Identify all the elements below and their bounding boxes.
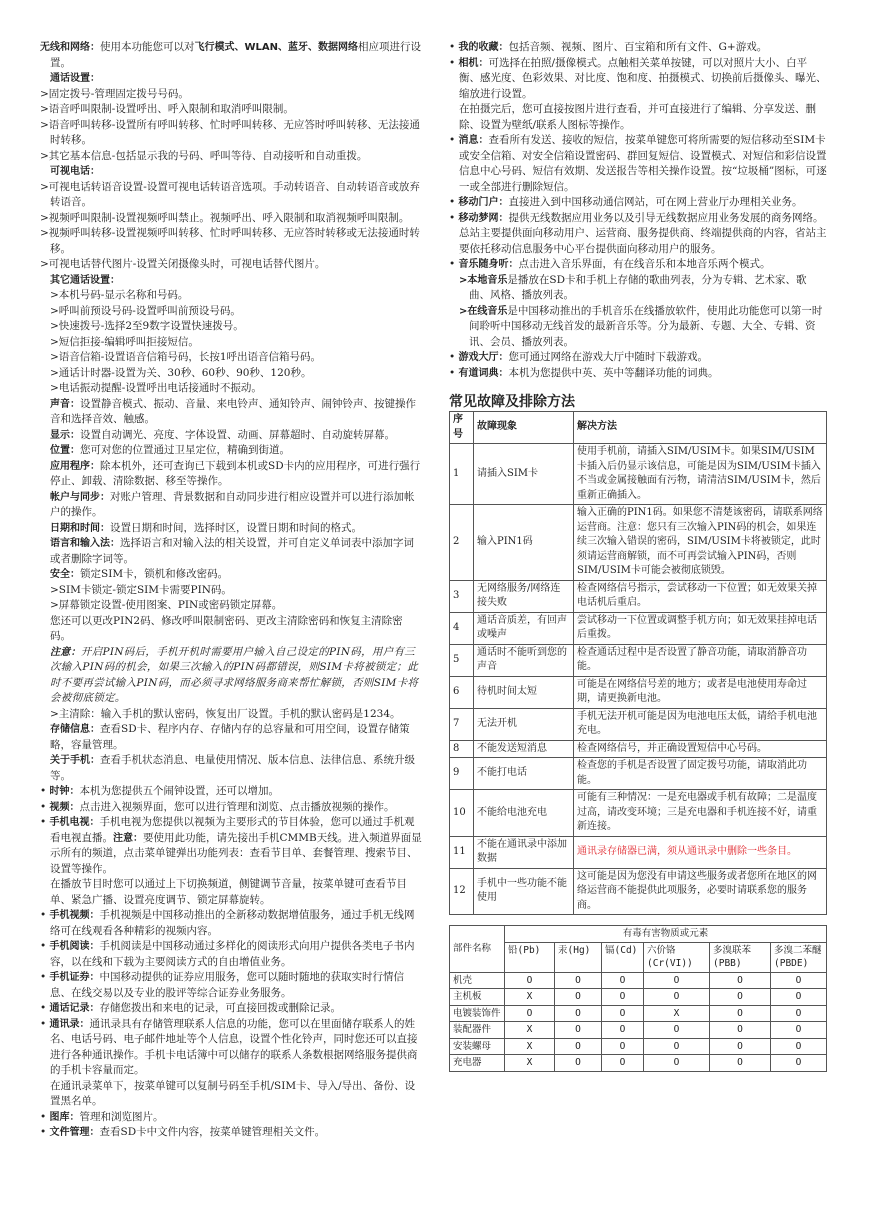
list-item: • 移动梦网：提供无线数据应用业务以及引导无线数据应用业务发展的商务网络。总站主要提供面向移动用户、运营商、服务提供商、终端提供商的内容，省站主要依托移动信息服务中心平台提供面向移动用户的服务。: [449, 211, 827, 255]
list-item: • 我的收藏：包括音频、视频、图片、百宝箱和所有文件、G+游戏。: [449, 41, 768, 53]
list-item: • 时钟：本机为您提供五个闹钟设置，还可以增加。: [40, 785, 280, 797]
list-item: 日期和时间：设置日期和时间，选择时区，设置日期和时间的格式。: [50, 521, 362, 534]
hazard-substance: 镉(Cd): [602, 942, 644, 972]
faq-cell-no: 5: [450, 644, 474, 676]
faq-cell-issue: 不能在通讯录中添加数据: [474, 836, 574, 868]
list-item: • 手机视频：手机视频是中国移动推出的全新移动数据增值服务，通过手机无线网络可在线观看各种精彩的视频内容。: [40, 909, 415, 937]
faq-cell-issue: 无网络服务/网络连接失败: [474, 580, 574, 612]
faq-cell-issue: 手机中一些功能不能使用: [474, 868, 574, 915]
hazard-substance: 多溴二苯醚(PBDE): [771, 942, 827, 972]
hazard-value: O: [710, 972, 771, 989]
faq-table: [449, 411, 827, 915]
table-row: [450, 740, 827, 758]
hazard-value: O: [710, 1038, 771, 1055]
faq-header-no: 序号: [450, 412, 474, 444]
hazard-part: 主机板: [450, 989, 505, 1006]
list-item: >其它基本信息-包括显示我的号码、呼叫等待、自动接听和自动重拨。: [40, 149, 368, 162]
table-row: [450, 444, 827, 505]
faq-cell-fix: 尝试移动一下位置或调整手机方向；如无效果挂掉电话后重拨。: [574, 612, 827, 644]
list-item: • 通话记录：存储您拨出和来电的记录，可直接回拨或删除记录。: [40, 1002, 342, 1014]
hazard-part: 机壳: [450, 972, 505, 989]
list-item: • 手机证券：中国移动提供的证券应用服务，您可以随时随地的获取实时行情信息、在线交易以及专业的股评等综合证券业务服务。: [40, 971, 405, 999]
contacts-extra: 在通讯录菜单下，按菜单键可以复制号码至手机/SIM卡、导入/导出、备份、设置黑名单。: [50, 1079, 416, 1107]
list-item: >可视电话转语音设置-设置可视电话转语音选项。手动转语音、自动转语音或放弃转语音。: [40, 180, 420, 208]
hazard-value: O: [555, 972, 602, 989]
settings2-list: [40, 722, 422, 784]
faq-cell-fix: 使用手机前，请插入SIM/USIM卡。如果SIM/USIM卡插入后仍显示该信息，可能是因为SIM/USIM卡插入不当或金属接触面有污物，请清洁SIM/USIM卡，然后重新正确插入。: [574, 444, 827, 505]
faq-cell-no: 3: [450, 580, 474, 612]
table-row: [450, 1022, 827, 1039]
list-item: >SIM卡锁定-锁定SIM卡需要PIN码。: [50, 583, 232, 596]
hazard-value: O: [644, 1038, 710, 1055]
list-item: 语言和输入法：选择语言和对输入法的相关设置，并可自定义单词表中添加字词或者删除字词等。: [50, 537, 414, 565]
settings-list: [40, 397, 422, 583]
faq-cell-fix: 通讯录存储器已满，须从通讯录中删除一些条目。: [574, 836, 827, 868]
wireless-section: 无线和网络：使用本功能您可以对飞行模式、WLAN、蓝牙、数据网络相应项进行设置。: [40, 41, 422, 69]
faq-cell-fix: 检查网络信号指示，尝试移动一下位置；如无效果关掉电话机后重启。: [574, 580, 827, 612]
list-item: • 有道词典：本机为您提供中英、英中等翻译功能的词典。: [449, 366, 719, 379]
app-bullets: [40, 784, 422, 815]
list-item: >快速拨号-选择2至9数字设置快速拨号。: [50, 320, 244, 332]
list-item: 您还可以更改PIN2码、修改呼叫限制密码、更改主清除密码和恢复主清除密码。: [50, 614, 403, 642]
right-bullets-3: [449, 350, 827, 381]
list-item: 显示：设置自动调光、亮度、字体设置、动画、屏幕超时、自动旋转屏幕。: [50, 428, 395, 441]
faq-cell-fix: 检查通话过程中是否设置了静音功能，请取消静音功能。: [574, 644, 827, 676]
hazard-part: 安装螺母: [450, 1038, 505, 1055]
list-item: • 视频：点击进入视频界面，您可以进行管理和浏览、点击播放视频的操作。: [40, 800, 395, 813]
list-item: >本地音乐是播放在SD卡和手机上存储的歌曲列表，分为专辑、艺术家、歌曲、风格、播放列表。: [459, 273, 807, 301]
faq-header-issue: 故障现象: [474, 412, 574, 444]
faq-cell-issue: 待机时间太短: [474, 676, 574, 708]
other-call-title: 其它通话设置：: [50, 274, 120, 286]
list-item: >视频呼叫限制-设置视频呼叫禁止。视频呼出、呼入限制和取消视频呼叫限制。: [40, 211, 410, 224]
hazard-value: O: [771, 972, 827, 989]
faq-cell-fix: 这可能是因为您没有申请这些服务或者您所在地区的网络运营商不能提供此项服务，必要时请联系您的服务商。: [574, 868, 827, 915]
faq-header-row: [450, 412, 827, 444]
call-settings-title: 通话设置：: [50, 73, 100, 84]
hazard-value: O: [555, 1055, 602, 1072]
hazard-part: 充电器: [450, 1055, 505, 1072]
faq-cell-no: 7: [450, 708, 474, 740]
hazard-value: O: [771, 1055, 827, 1072]
list-item: 帐户与同步：对账户管理、背景数据和自动同步进行相应设置并可以进行添加帐户的操作。: [50, 490, 415, 518]
right-bullets: [449, 40, 827, 102]
wireless-title: 无线和网络：: [40, 42, 100, 53]
hazard-value: O: [644, 1055, 710, 1072]
hazard-substance-row: [450, 942, 827, 972]
hazard-part-label: 部件名称: [450, 926, 505, 973]
hazard-part: 装配器件: [450, 1022, 505, 1039]
hazard-value: O: [602, 1055, 644, 1072]
table-row: [450, 1005, 827, 1022]
hazard-value: O: [644, 1022, 710, 1039]
security-list: [40, 583, 422, 645]
hazard-value: O: [505, 1005, 555, 1022]
list-item: >语音呼叫转移-设置所有呼叫转移、忙时呼叫转移、无应答时呼叫转移、无法接通时转移。: [40, 118, 420, 146]
hazard-value: O: [602, 1022, 644, 1039]
table-row: [450, 1055, 827, 1072]
hazard-value: O: [602, 989, 644, 1006]
list-item: • 移动门户：直接进入到中国移动通信网站，可在网上营业厅办理相关业务。: [449, 196, 803, 208]
faq-cell-issue: 输入PIN1码: [474, 505, 574, 581]
hazard-value: O: [555, 1038, 602, 1055]
hazard-value: X: [505, 1038, 555, 1055]
hazard-value: O: [644, 989, 710, 1006]
list-item: • 文件管理：查看SD卡中文件内容，按菜单键管理相关文件。: [40, 1126, 326, 1138]
faq-cell-no: 8: [450, 740, 474, 758]
faq-cell-fix: 输入正确的PIN1码。如果您不清楚该密码，请联系网络运营商。注意：您只有三次输入PIN码的机会，如果连续三次输入错误的密码，SIM/USIM卡将被锁定，此时须请运营商解锁，而不可再尝试输入PIN码，否则SIM/USIM卡可能会被彻底锁毁。: [574, 505, 827, 581]
faq-cell-issue: 通话时不能听到您的声音: [474, 644, 574, 676]
list-item: 安全：锁定SIM卡，锁机和修改密码。: [50, 568, 229, 580]
table-row: [450, 989, 827, 1006]
list-item: 声音：设置静音模式、振动、音量、来电铃声、通知铃声、闹钟铃声、按键操作音和选择音效、触感。: [50, 397, 416, 425]
faq-cell-fix: 检查网络信号，并正确设置短信中心号码。: [574, 740, 827, 758]
list-item: 关于手机：查看手机状态消息、电量使用情况、版本信息、法律信息、系统升级等。: [50, 754, 415, 782]
pin-note: 注意：开启PIN码后，手机开机时需要用户输入自己设定的PIN码，用户有三次输入PIN码的机会，如果三次输入的PIN码都错误，则SIM卡将被锁定；此时不要再尝试输入PIN码，而必须寻求网络服务商来帮忙解锁，否则SIM卡将会被彻底锁定。: [50, 645, 419, 704]
list-item: • 图库：管理和浏览图片。: [40, 1110, 164, 1123]
list-item: >在线音乐是中国移动推出的手机音乐在线播放软件，使用此功能您可以第一时间聆听中国移动无线首发的最新音乐等。分为最新、专题、大全、专辑、资讯、会员、播放列表。: [459, 304, 823, 348]
table-row: [450, 758, 827, 790]
list-item: >固定拨号-管理固定拨号号码。: [40, 87, 189, 100]
hazard-value: O: [602, 1038, 644, 1055]
hazard-value: O: [555, 989, 602, 1006]
hazard-value: X: [644, 1005, 710, 1022]
faq-cell-no: 2: [450, 505, 474, 581]
faq-cell-fix: 检查您的手机是否设置了固定拨号功能，请取消此功能。: [574, 758, 827, 790]
right-column: [449, 40, 827, 1072]
faq-cell-no: 9: [450, 758, 474, 790]
mobile-tv-item: • 手机电视：手机电视为您提供以视频为主要形式的节目体验，您可以通过手机观看电视直播。注意：要使用此功能，请先接出手机CMMB天线。进入频道界面显示所有的频道，点击菜单键弹出功能列表：查看节目单、套餐管理、搜索节目、设置等操作。: [40, 816, 422, 875]
hazard-value: X: [505, 989, 555, 1006]
faq-cell-no: 12: [450, 868, 474, 915]
faq-cell-fix: 可能是在网络信号差的地方；或者是电池使用寿命过期，请更换新电池。: [574, 676, 827, 708]
camera-extra: 在拍摄完后，您可直接按图片进行查看，并可直接进行了编辑、分享发送、删除、设置为壁纸/联系人图标等操作。: [459, 103, 816, 131]
list-item: >呼叫前预设号码-设置呼叫前预设号码。: [50, 304, 241, 317]
list-item: >电话振动提醒-设置呼出电话接通时不振动。: [50, 382, 262, 394]
list-item: • 音乐随身听：点击进入音乐界面，有在线音乐和本地音乐两个模式。: [449, 258, 771, 270]
hazard-value: O: [710, 1055, 771, 1072]
list-item: >短信拒接-编辑呼叫拒接短信。: [50, 335, 199, 348]
app-bullets-2: [40, 908, 422, 1079]
faq-cell-no: 11: [450, 836, 474, 868]
master-clear: >主清除：输入手机的默认密码，恢复出厂设置。手机的默认密码是1234。: [50, 707, 401, 720]
hazard-value: O: [710, 989, 771, 1006]
faq-cell-fix: 可能有三种情况：一是充电器或手机有故障；二是温度过高，请改变环境；三是充电器和手机连接不好，请重新连接。: [574, 790, 827, 837]
table-row: [450, 836, 827, 868]
hazard-substance: 六价铬(Cr(VI)): [644, 942, 710, 972]
hazard-part: 电镀装饰件: [450, 1005, 505, 1022]
hazard-substance: 铅(Pb): [505, 942, 555, 972]
faq-cell-issue: 通话音质差，有回声或噪声: [474, 612, 574, 644]
list-item: • 游戏大厅：您可通过网络在游戏大厅中随时下载游戏。: [449, 351, 709, 363]
hazard-value: O: [710, 1022, 771, 1039]
list-item: >视频呼叫转移-设置视频呼叫转移、忙时呼叫转移、无应答时转移或无法接通时转移。: [40, 227, 420, 255]
app-bullets-3: [40, 1110, 422, 1141]
hazard-value: O: [505, 972, 555, 989]
faq-cell-issue: 请插入SIM卡: [474, 444, 574, 505]
hazard-value: O: [555, 1022, 602, 1039]
faq-cell-no: 4: [450, 612, 474, 644]
table-row: [450, 612, 827, 644]
faq-cell-issue: 不能发送短消息: [474, 740, 574, 758]
faq-title: 常见故障及排除方法: [449, 394, 575, 410]
hazard-value: O: [602, 1005, 644, 1022]
list-item: • 消息：查看所有发送、接收的短信，按菜单键您可将所需要的短信移动至SIM卡或安全信箱、对安全信箱设置密码、群回复短信、设置模式、对短信和彩信设置信息中心号码、短信有效期、发送报告等相关操作设置。按“垃圾桶”图标，可逐一或全部进行删除短信。: [449, 134, 827, 193]
list-item: >屏幕锁定设置-使用图案、PIN或密码锁定屏幕。: [50, 599, 283, 611]
faq-cell-fix: 手机无法开机可能是因为电池电压太低，请给手机电池充电。: [574, 708, 827, 740]
hazard-value: O: [771, 1005, 827, 1022]
list-item: • 相机：可选择在拍照/摄像模式。点触相关菜单按键，可以对照片大小、白平衡、感光度、色彩效果、对比度、饱和度、拍摄模式、切换前后摄像头、曝光、缩放进行设置。: [449, 56, 827, 100]
hazard-header-row: [450, 926, 827, 943]
faq-cell-no: 1: [450, 444, 474, 505]
faq-header-fix: 解决方法: [574, 412, 827, 444]
list-item: 位置：您可对您的位置通过卫星定位，精确到街道。: [50, 444, 290, 456]
hazard-value: X: [505, 1055, 555, 1072]
table-row: [450, 972, 827, 989]
hazard-value: O: [710, 1005, 771, 1022]
hazard-value: O: [771, 1022, 827, 1039]
hazard-value: X: [505, 1022, 555, 1039]
music-sub-list: [449, 273, 827, 351]
list-item: • 通讯录：通讯录具有存储管理联系人信息的功能，您可以在里面储存联系人的姓名、电话号码、电子邮件地址等个人信息，设置个性化铃声，同时您还可以直接进行各种通讯操作。手机卡电话簿中可以储存的联系人条数根据网络服务提供商的手机卡容量而定。: [40, 1017, 418, 1076]
left-column: [40, 40, 422, 1141]
hazard-substance: 汞(Hg): [555, 942, 602, 972]
list-item: >通话计时器-设置为关、30秒、60秒、90秒、120秒。: [50, 366, 312, 379]
video-call-title: 可视电话：: [50, 166, 100, 177]
table-row: [450, 505, 827, 581]
table-row: [450, 790, 827, 837]
table-row: [450, 1038, 827, 1055]
list-item: • 手机阅读：手机阅读是中国移动通过多样化的阅读形式向用户提供各类电子书内容，以在线和下载为主要阅读方式的自由增值业务。: [40, 940, 415, 968]
video-call-list: [40, 180, 422, 273]
faq-cell-issue: 无法开机: [474, 708, 574, 740]
hazard-value: O: [771, 1038, 827, 1055]
list-item: 应用程序：除本机外，还可查询已下载到本机或SD卡内的应用程序，可进行强行停止、卸载、清除数据、移至等操作。: [50, 459, 421, 487]
hazard-value: O: [644, 972, 710, 989]
call-settings-list: [40, 87, 422, 165]
hazard-group-label: 有毒有害物质或元素: [505, 926, 827, 943]
faq-cell-no: 10: [450, 790, 474, 837]
list-item: 存储信息：查看SD卡、程序内存、存储内存的总容量和可用空间，设置存储策略，容量管理。: [50, 723, 410, 751]
table-row: [450, 644, 827, 676]
table-row: [450, 708, 827, 740]
right-bullets-2: [449, 133, 827, 273]
list-item: >本机号码-显示名称和号码。: [50, 289, 189, 301]
hazard-value: O: [771, 989, 827, 1006]
hazard-value: O: [602, 972, 644, 989]
list-item: >语音呼叫限制-设置呼出、呼入限制和取消呼叫限制。: [40, 103, 294, 115]
mobile-tv-extra: 在播放节目时您可以通过上下切换频道，侧键调节音量，按菜单键可查看节目单、紧急广播、设置亮度调节、锁定屏幕旋转。: [50, 878, 407, 906]
faq-cell-issue: 不能给电池充电: [474, 790, 574, 837]
table-row: [450, 868, 827, 915]
hazard-table: [449, 925, 827, 1072]
table-row: [450, 580, 827, 612]
hazard-value: O: [555, 1005, 602, 1022]
other-call-list: [40, 288, 422, 397]
list-item: >语音信箱-设置语音信箱号码，长按1呼出语音信箱号码。: [50, 351, 322, 363]
hazard-substance: 多溴联苯(PBB): [710, 942, 771, 972]
table-row: [450, 676, 827, 708]
list-item: >可视电话替代图片-设置关闭摄像头时，可视电话替代图片。: [40, 258, 326, 270]
faq-cell-issue: 不能打电话: [474, 758, 574, 790]
faq-cell-no: 6: [450, 676, 474, 708]
